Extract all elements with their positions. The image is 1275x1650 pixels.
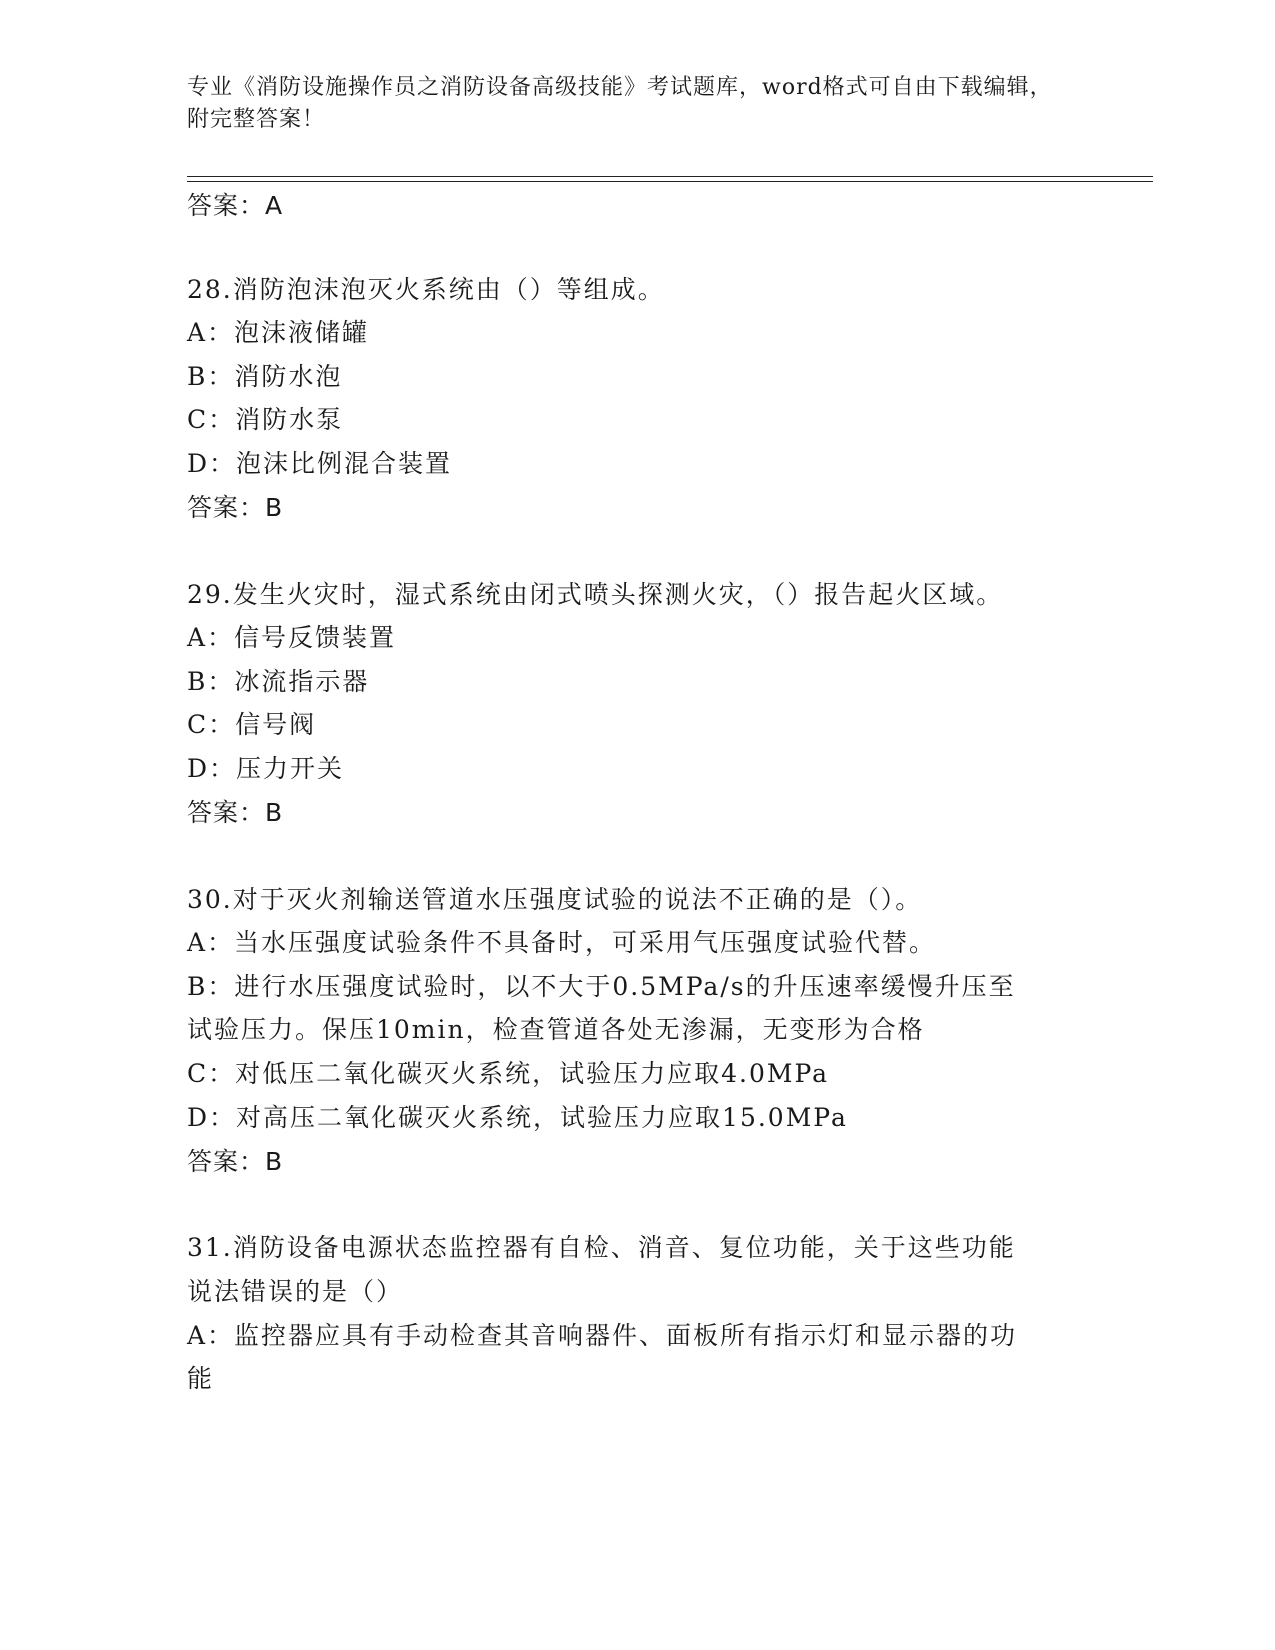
- option-a: A：当水压强度试验条件不具备时，可采用气压强度试验代替。: [187, 928, 937, 957]
- option-c: C：消防水泵: [187, 405, 344, 434]
- option-a: A：监控器应具有手动检查其音响器件、面板所有指示灯和显示器的功: [187, 1321, 1018, 1350]
- option-b-continued: 试验压力。保压10min，检查管道各处无渗漏，无变形为合格: [187, 1015, 925, 1044]
- header-divider-top: [187, 176, 1153, 177]
- option-b: B：消防水泡: [187, 362, 343, 391]
- answer-line: 答案：B: [187, 493, 284, 522]
- question-stem-continued: 说法错误的是（）: [187, 1277, 404, 1306]
- option-a: A：信号反馈装置: [187, 623, 397, 652]
- option-c: C：对低压二氧化碳灭火系统，试验压力应取4.0MPa: [187, 1059, 830, 1088]
- option-d: D：对高压二氧化碳灭火系统，试验压力应取15.0MPa: [187, 1103, 848, 1132]
- question-stem: 31.消防设备电源状态监控器有自检、消音、复位功能，关于这些功能: [187, 1233, 1016, 1262]
- answer-line: 答案：B: [187, 798, 284, 827]
- answer-line: 答案：A: [187, 191, 284, 220]
- document-header: 专业《消防设施操作员之消防设备高级技能》考试题库，word格式可自由下载编辑，附完整答案！: [187, 75, 1053, 132]
- option-b: B：冰流指示器: [187, 667, 370, 696]
- answer-line: 答案：B: [187, 1147, 284, 1176]
- option-d: D：压力开关: [187, 754, 345, 783]
- question-stem: 29.发生火灾时，湿式系统由闭式喷头探测火灾，（）报告起火区域。: [187, 580, 1004, 609]
- question-stem: 30.对于灭火剂输送管道水压强度试验的说法不正确的是（）。: [187, 885, 923, 914]
- option-a-continued: 能: [187, 1364, 215, 1393]
- option-b: B：进行水压强度试验时，以不大于0.5MPa/s的升压速率缓慢升压至: [187, 972, 1016, 1001]
- question-stem: 28.消防泡沫泡灭火系统由（）等组成。: [187, 275, 665, 304]
- option-d: D：泡沫比例混合装置: [187, 449, 453, 478]
- option-a: A：泡沫液储罐: [187, 318, 370, 347]
- option-c: C：信号阀: [187, 710, 317, 739]
- header-divider-bottom: [187, 181, 1153, 182]
